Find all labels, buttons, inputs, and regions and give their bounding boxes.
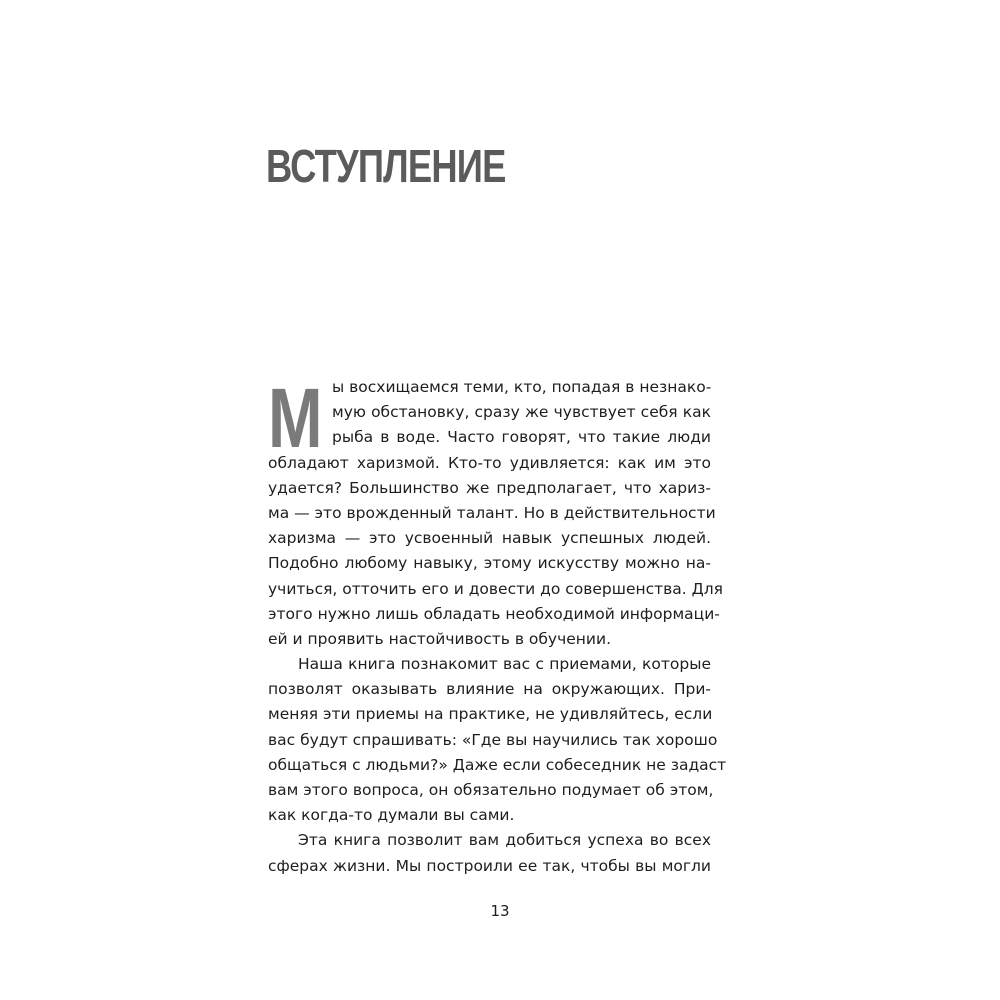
- paragraph: [268, 652, 727, 828]
- text-line: рыба в воде. Часто говорят, что такие люди: [332, 428, 711, 447]
- text-line: позволят оказывать влияние на окружающих. При-: [268, 680, 711, 699]
- page-number: 13: [490, 902, 510, 920]
- text-line: обладают харизмой. Кто-то удивляется: как им это: [268, 453, 711, 472]
- text-line: мую обстановку, сразу же чувствует себя как: [332, 403, 711, 422]
- text-line: Наша книга познакомит вас с приемами, которые: [298, 655, 711, 674]
- paragraph: [268, 371, 724, 652]
- text-line: вам этого вопроса, он обязательно подумает об этом,: [268, 781, 714, 799]
- text-line: ма — это врожденный талант. Но в действительности: [268, 503, 716, 522]
- chapter-heading: ВСТУПЛЕНИЕ: [266, 140, 506, 192]
- text-line: харизма — это усвоенный навык успешных людей.: [268, 529, 711, 548]
- text-line: удается? Большинство же предполагает, что хариз-: [268, 478, 711, 497]
- text-line: вас будут спрашивать: «Где вы научились так хорошо: [268, 730, 718, 749]
- text-line: учиться, отточить его и довести до совершенства. Для: [268, 579, 724, 598]
- paragraph: [268, 828, 711, 878]
- text-line: Подобно любому навыку, этому искусству можно на-: [268, 554, 711, 573]
- body-text: [268, 371, 727, 879]
- text-line: как когда-то думали вы сами.: [268, 806, 515, 825]
- drop-cap: М: [268, 371, 323, 465]
- text-line: меняя эти приемы на практике, не удивляйтесь, если: [268, 705, 713, 724]
- text-line: этого нужно лишь обладать необходимой информаци-: [268, 604, 720, 623]
- text-line: ы восхищаемся теми, кто, попадая в незнако-: [332, 378, 712, 396]
- text-line: ей и проявить настойчивость в обучении.: [268, 629, 611, 648]
- text-line: общаться с людьми?» Даже если собеседник не задаст: [268, 755, 727, 774]
- text-line: Эта книга позволит вам добиться успеха во всех: [298, 831, 711, 850]
- text-line: сферах жизни. Мы построили ее так, чтобы вы могли: [268, 856, 711, 875]
